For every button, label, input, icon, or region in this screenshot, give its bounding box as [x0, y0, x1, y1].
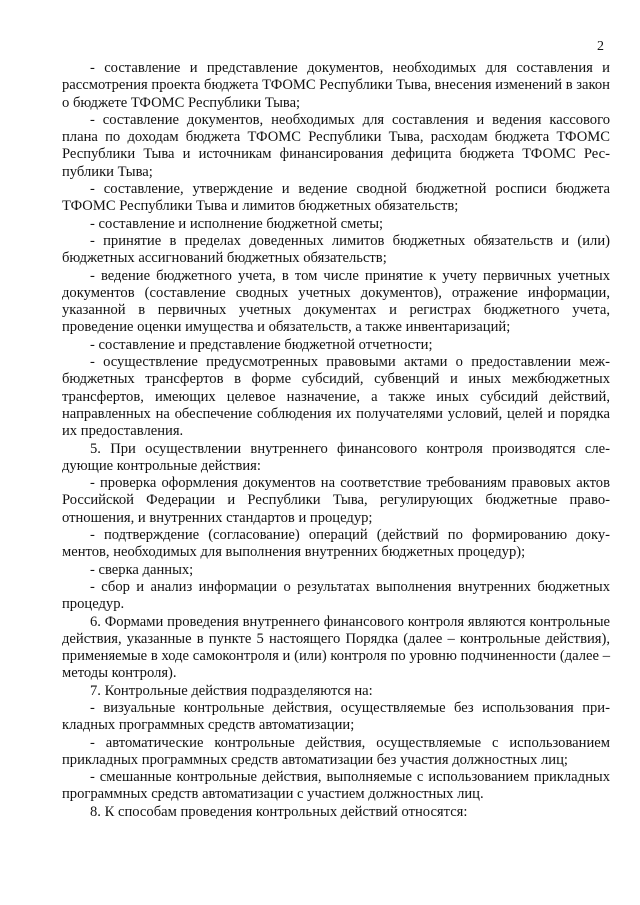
- section-paragraph: 7. Контрольные действия подразделяются на:: [90, 682, 373, 699]
- list-item: - проверка оформления документов на соответствие требованиям правовых актов Российской Федерации и Республики Тыва, регулирующих бюджетные правоотношения, и внутренних стандартов и процедур;: [62, 475, 610, 526]
- document-body: [62, 60, 610, 821]
- list-item: - подтверждение (согласование) операций (действий по формированию документов, необходимых для выполнения внутренних бюджетных процедур);: [62, 527, 610, 561]
- list-item: - сверка данных;: [90, 561, 194, 578]
- list-item: - составление документов, необходимых для составления и ведения кассового плана по доходам бюджета ТФОМС Республики Тыва, расходам бюджета ТФОМС Республики Тыва и источникам финансирования дефицита бюджета ТФОМС Республики Тыва;: [62, 111, 610, 180]
- list-item: - составление, утверждение и ведение сводной бюджетной росписи бюджета ТФОМС Республики Тыва и лимитов бюджетных обязательств;: [62, 181, 610, 215]
- section-paragraph: 6. Формами проведения внутреннего финансового контроля являются контрольные действия, указанные в пункте 5 настоящего Порядка (далее – контрольные действия), применяемые в ходе самоконтроля и (или) контроля по уровню подчиненности (далее – методы контроля).: [62, 613, 610, 682]
- list-item: - смешанные контрольные действия, выполняемые с использованием прикладных программных средств автоматизации с участием должностных лиц.: [62, 769, 610, 803]
- list-item: - осуществление предусмотренных правовыми актами о предоставлении межбюджетных трансфертов в форме субсидий, субвенций и иных межбюджетных трансфертов, имеющих целевое назначение, а также иных субсидий действий, направленных на обеспечение соблюдения их получателями условий, целей и порядка их предоставления.: [62, 354, 610, 440]
- page-number: 2: [597, 39, 604, 54]
- section-paragraph: 8. К способам проведения контрольных действий относятся:: [90, 803, 468, 820]
- section-paragraph: 5. При осуществлении внутреннего финансового контроля производятся следующие контрольные действия:: [62, 440, 610, 474]
- list-item: - ведение бюджетного учета, в том числе принятие к учету первичных учетных документов (составление сводных учетных документов), отражение информации, указанной в первичных учетных документах и регистрах бюджетного учета, проведение оценки имущества и обязательств, а также инвентаризаций;: [62, 267, 610, 336]
- list-item: - составление и исполнение бюджетной сметы;: [90, 215, 384, 232]
- list-item: - составление и представление документов, необходимых для составления и рассмотрения проекта бюджета ТФОМС Республики Тыва, внесения изменений в закон о бюджете ТФОМС Республики Тыва;: [62, 60, 610, 111]
- list-item: - сбор и анализ информации о результатах выполнения внутренних бюджетных процедур.: [62, 578, 610, 613]
- list-item: - автоматические контрольные действия, осуществляемые с использованием прикладных программных средств автоматизации без участия должностных лиц;: [62, 734, 610, 768]
- list-item: - визуальные контрольные действия, осуществляемые без использования прикладных программных средств автоматизации;: [62, 699, 610, 734]
- list-item: - составление и представление бюджетной отчетности;: [90, 336, 433, 353]
- list-item: - принятие в пределах доведенных лимитов бюджетных обязательств и (или) бюджетных ассигнований бюджетных обязательств;: [62, 232, 610, 267]
